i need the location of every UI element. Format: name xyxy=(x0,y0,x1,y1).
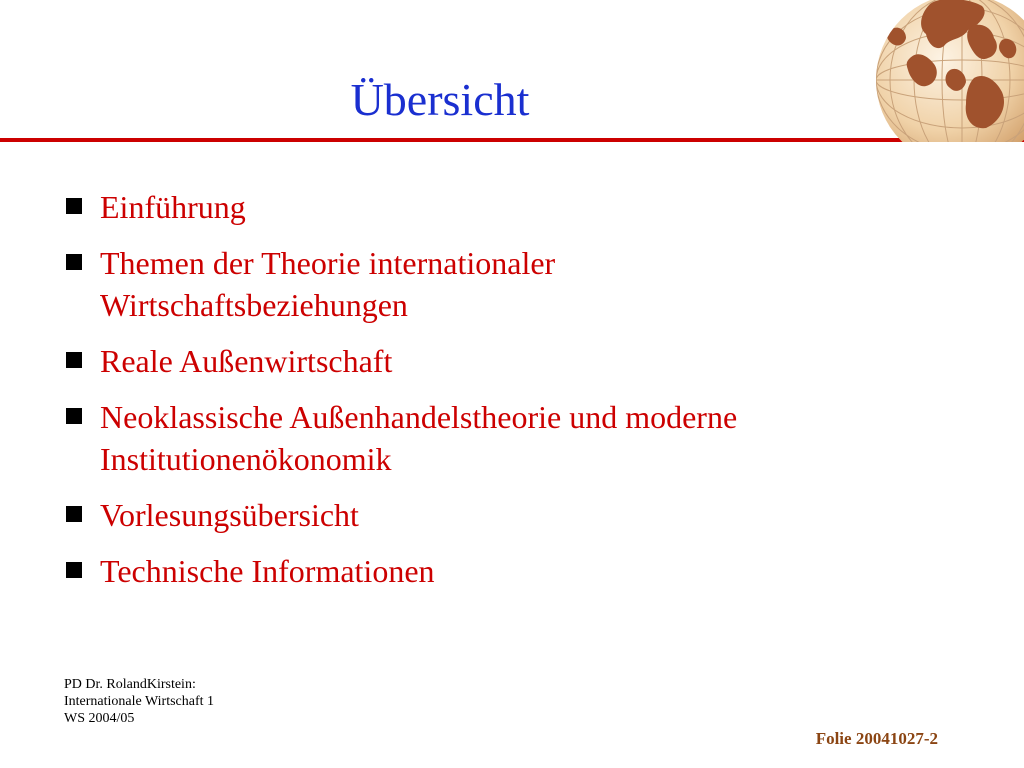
square-bullet-icon xyxy=(66,352,82,368)
list-item xyxy=(64,242,944,326)
slide-number: Folie 20041027-2 xyxy=(815,729,938,748)
square-bullet-icon xyxy=(66,506,82,522)
square-bullet-icon xyxy=(66,254,82,270)
agenda-list xyxy=(64,186,944,606)
list-item xyxy=(64,396,944,480)
slide-title: Übersicht xyxy=(350,74,530,125)
bullet-text: Reale Außenwirtschaft xyxy=(100,343,393,379)
bullet-text: Vorlesungsübersicht xyxy=(100,497,359,533)
footer-author-info xyxy=(64,676,214,727)
square-bullet-icon xyxy=(66,198,82,214)
bullet-text: Themen der Theorie internationaler xyxy=(100,245,556,281)
list-item xyxy=(64,550,944,592)
square-bullet-icon xyxy=(66,408,82,424)
list-item xyxy=(64,494,944,536)
list-item xyxy=(64,186,944,228)
globe-icon xyxy=(870,0,1024,142)
bullet-text: Neoklassische Außenhandelstheorie und moderne xyxy=(100,399,738,435)
list-item xyxy=(64,340,944,382)
bullet-text: Wirtschaftsbeziehungen xyxy=(100,287,408,323)
footer-course: Internationale Wirtschaft 1 xyxy=(64,694,215,709)
bullet-text: Institutionenökonomik xyxy=(100,441,392,477)
footer-author: PD Dr. RolandKirstein: xyxy=(64,677,196,692)
bullet-text: Einführung xyxy=(100,189,246,225)
square-bullet-icon xyxy=(66,562,82,578)
bullet-text: Technische Informationen xyxy=(100,553,435,589)
footer-term: WS 2004/05 xyxy=(64,711,135,726)
